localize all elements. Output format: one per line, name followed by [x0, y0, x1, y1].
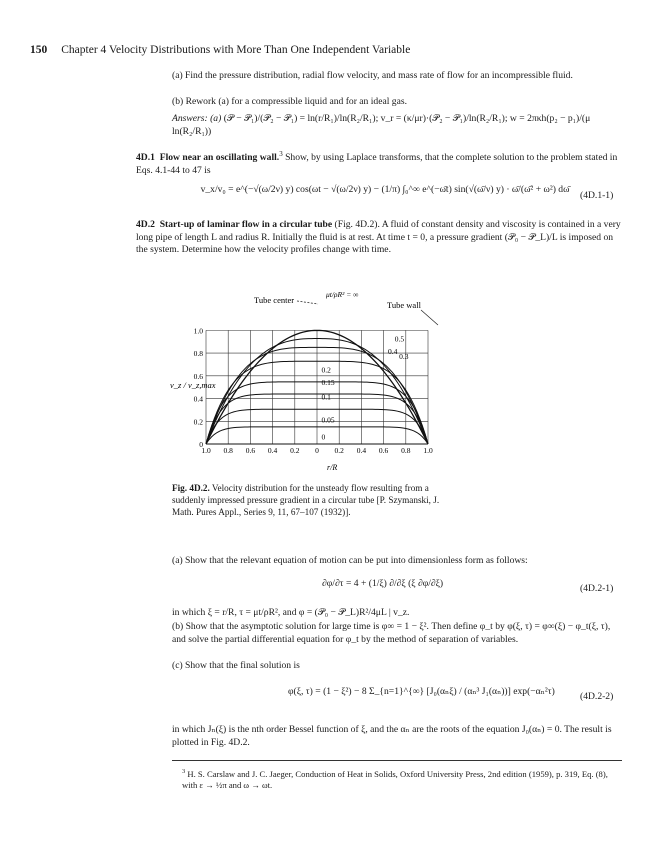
annotation-time-parameter: μt/ρR² = ∞: [326, 290, 359, 299]
y-tick-label: 0.4: [193, 394, 203, 404]
page-header: [30, 44, 410, 56]
x-tick-label: 0.4: [267, 446, 278, 455]
answers-equations: (𝒫 − 𝒫₁)/(𝒫₂ − 𝒫₁) = ln(r/R₁)/ln(R₂/R₁); v_r = (κ/μr)·(𝒫₂ − 𝒫₁)/ln(R₂/R₁); w = 2πκh(p₂ − p₁)/(μ ln(R₂/R₁)): [172, 113, 591, 137]
problem-4d2-part-c-after: in which Jₙ(ξ) is the nth order Bessel function of ξ, and the αₙ are the roots of the equation J₀(αₙ) = 0. The result is plotted in Fig. 4D.2.: [172, 724, 612, 748]
footnote: [182, 766, 622, 792]
problem-4d2-number: 4D.2: [136, 219, 155, 230]
y-tick-label: 0: [199, 440, 203, 449]
problem-4d2: [136, 219, 622, 257]
problem-4d1-footnote-mark: 3: [279, 150, 283, 158]
curve-label: 0.05: [321, 415, 335, 425]
curve-label: 0.3: [399, 351, 409, 361]
x-tick-label: 0.8: [223, 446, 233, 455]
eq-number-4d1-1: (4D.1-1): [580, 190, 614, 201]
problem-4d1: [136, 148, 622, 177]
x-tick-label: 1.0: [201, 446, 211, 455]
prev-problem-part-b: (b) Rework (a) for a compressible liquid and for an ideal gas.: [172, 96, 407, 107]
problem-4d2-part-c: (c) Show that the final solution is: [172, 660, 300, 671]
problem-4d2-part-a: (a) Show that the relevant equation of motion can be put into dimensionless form as follows:: [172, 555, 528, 566]
footnote-text: H. S. Carslaw and J. C. Jaeger, Conduction of Heat in Solids, Oxford University Press, 2nd edition (1959), p. 319, Eq. (8), with ε → ½π and ω → ωt.: [182, 768, 608, 791]
eq-number-4d2-1: (4D.2-1): [580, 583, 614, 594]
eq-number-4d2-2: (4D.2-2): [580, 691, 614, 702]
x-tick-label: 0.2: [290, 446, 300, 455]
caption-text: Velocity distribution for the unsteady flow resulting from a suddenly impressed pressure gradient in a circular tube [P. Szymanski, J. Math. Pures Appl., Series 9, 11, 67–107 (1932)].: [172, 483, 440, 517]
x-tick-label: 0.6: [245, 446, 256, 455]
tube-wall-leader: [421, 310, 438, 325]
prev-problem-part-a: (a) Find the pressure distribution, radial flow velocity, and mass rate of flow for an incompressible fluid.: [172, 70, 573, 81]
plot-ticks: [194, 326, 433, 455]
curve-label: 0.2: [321, 365, 331, 375]
caption-label: Fig. 4D.2.: [172, 483, 210, 493]
equation-4d2-2: φ(ξ, τ) = (1 − ξ²) − 8 Σ_{n=1}^{∞} [J₀(αₙξ) / (αₙ³ J₁(αₙ))] exp(−αₙ²τ): [288, 686, 555, 697]
x-tick-label: 0.6: [378, 446, 389, 455]
x-axis-label: r/R: [327, 463, 338, 472]
problem-4d2-title: Start-up of laminar flow in a circular tube: [159, 219, 333, 230]
annotation-tube-wall: Tube wall: [387, 300, 421, 310]
problem-4d1-title: Flow near an oscillating wall.: [159, 152, 280, 164]
footnote-mark: 3: [182, 768, 186, 775]
figure-4d2: [168, 284, 458, 476]
x-tick-label: 0.4: [356, 446, 367, 455]
x-tick-label: 0.2: [334, 446, 344, 455]
x-tick-label: 1.0: [423, 446, 433, 455]
y-tick-label: 1.0: [193, 326, 203, 336]
tube-center-leader: [297, 301, 318, 304]
equation-4d1-1: v_x/v₀ = e^(−√(ω/2ν) y) cos(ωt − √(ω/2ν) y) − (1/π) ∫₀^∞ e^(−ω̄t) sin(√(ω̄/ν) y) · ω̄/(ω̄² + ω²) dω̄: [200, 184, 570, 195]
curve-label: 0.15: [321, 377, 335, 387]
y-tick-label: 0.6: [193, 371, 203, 381]
answers-label: Answers: (a): [172, 113, 222, 124]
curve-label: 0.4: [388, 347, 398, 357]
x-tick-label: 0: [315, 446, 319, 455]
problem-4d2-part-b: (b) Show that the asymptotic solution for large time is φ∞ = 1 − ξ². Then define φ_t by φ(ξ, τ) = φ∞(ξ) − φ_t(ξ, τ), and solve the partial differential equation for φ_t by the method of separation of variables.: [172, 621, 611, 645]
problem-4d2-text: (Fig. 4D.2). A fluid of constant density and viscosity is contained in a very long pipe of length L and radius R. Initially the fluid is at rest. At time t = 0, a pressure gradient (𝒫₀ − 𝒫_L)/L is imposed on the system. Determine how the velocity profiles change with time.: [136, 219, 621, 256]
page-number: 150: [30, 44, 48, 56]
curve-label: 0.5: [394, 334, 405, 344]
y-tick-label: 0.2: [193, 417, 203, 427]
problem-4d1-number: 4D.1: [136, 152, 155, 164]
annotation-tube-center: Tube center: [254, 295, 295, 305]
curve-label: 0.1: [321, 392, 331, 402]
prev-problem-answers: [172, 113, 622, 138]
problem-4d1-text: Show, by using Laplace transforms, that the complete solution to the problem stated in Eqs. 4.1-44 to 47 is: [136, 152, 618, 176]
y-tick-label: 0.8: [193, 349, 203, 359]
problem-4d2-definitions: in which ξ = r/R, τ = μt/ρR², and φ = (𝒫₀ − 𝒫_L)R²/4μL | v_z.: [172, 607, 410, 618]
footnote-rule: [172, 760, 622, 761]
curve-label: 0: [321, 432, 326, 442]
y-axis-label: v_z / v_z,max: [170, 380, 216, 390]
x-tick-label: 0.8: [401, 446, 411, 455]
running-title: Chapter 4 Velocity Distributions with More Than One Independent Variable: [61, 44, 411, 56]
equation-4d2-1: ∂φ/∂τ = 4 + (1/ξ) ∂/∂ξ (ξ ∂φ/∂ξ): [322, 578, 444, 589]
figure-caption: [172, 482, 462, 518]
